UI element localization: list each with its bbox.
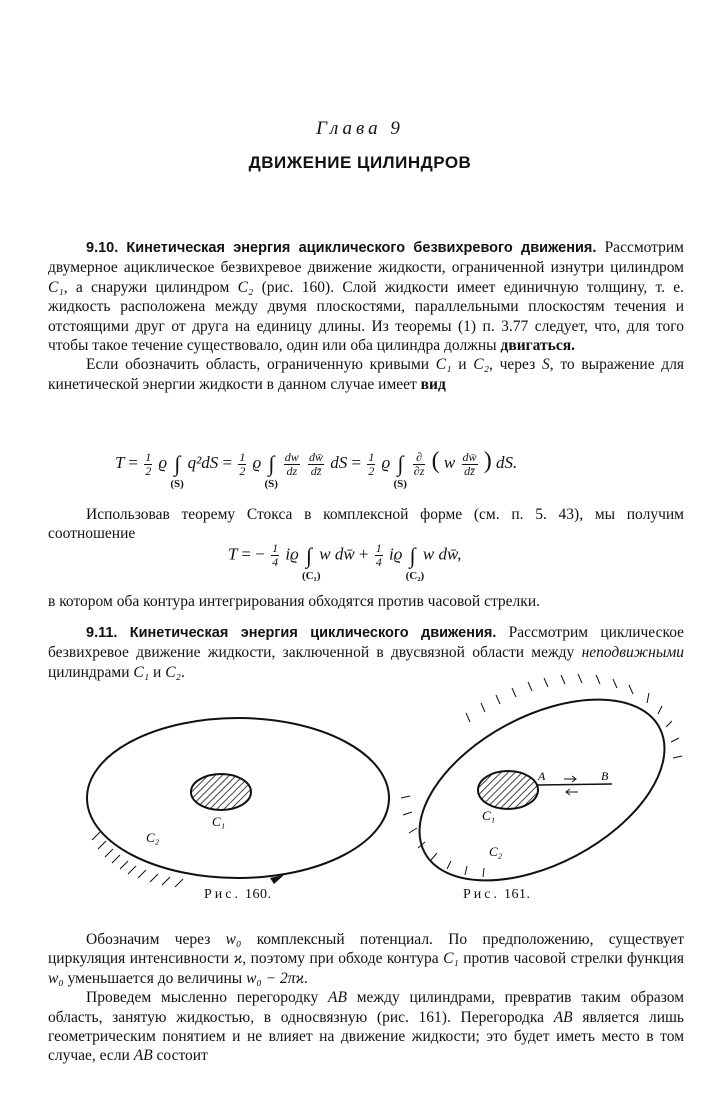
symbol-c2: C₂ [237,278,254,296]
formula-symbol: = [351,453,362,472]
text-run: между цилиндрами, превратив таким образом область, занятую жидкостью, в односвязную (рис. 161). Перегородка [48,989,685,1026]
text-run: цилиндрами [48,663,130,681]
symbol-w0: w₀ [225,931,242,948]
formula-symbol: q²dS [187,453,219,472]
integral-domain: (S) [170,478,184,491]
denominator: 2 [239,463,246,478]
numerator: 1 [368,449,375,464]
formula-symbol: iϱ [389,544,403,564]
paragraph: 9.11. Кинетическая энергия циклического движения. Рассмотрим циклическое безвихревое движение жидкости, заключенной в двусвязной области между неподвижными цилиндрами C₁ и C₂. [48,624,685,681]
formula-symbol: w [443,453,456,472]
formula-symbol: T [228,544,238,564]
numerator: dw [284,449,299,464]
symbol-w0-2pk: w₀ − 2πϰ. [246,969,309,987]
text-run: , то выражение для кинетической энергии жидкости в данном случае имеет [48,356,685,393]
label-c1: C₁ [212,814,226,829]
section-heading: Кинетическая энергия ациклического безвихревого движения. [126,240,597,256]
text-run: и [458,356,467,374]
text-run: Рассмотрим двумерное ациклическое безвихревое движение жидкости, ограниченной изнутри цилиндром [48,239,684,277]
numerator: ∂ [413,451,426,465]
formula-symbol: w dw̄ [319,544,355,564]
numerator: 1 [375,541,382,555]
text-run: , через [489,356,536,374]
integral-sign: ∫ (S) [393,451,407,491]
denominator: dz [286,463,298,478]
label-c2: C₂ [146,830,160,845]
denominator: 2 [368,463,375,478]
numerator: 1 [145,449,152,464]
paragraph [48,930,684,988]
integral-domain: (S) [264,478,278,491]
symbol-c2: C₂ [473,356,490,374]
text-run: двигаться. [500,337,575,355]
text-run: , а снаружи цилиндром [63,278,230,296]
formula-symbol: = [128,453,138,472]
formula-symbol: ϱ [158,453,168,472]
formula-symbol: = [222,453,233,472]
paren-close: ) [483,448,492,474]
numerator: 1 [272,541,279,555]
formula-symbol: ϱ [381,453,391,472]
text-run: вид [420,375,446,393]
chapter-title: ДВИЖЕНИЕ ЦИЛИНДРОВ [248,153,472,172]
denominator: 4 [272,555,279,569]
integral-sign: ∫ (C₁) [301,542,321,582]
formula-symbol: dS. [496,453,518,472]
symbol-ab: AB [553,1008,573,1026]
integral-domain: (C₁) [301,569,321,582]
numerator: dw̄ [462,449,477,464]
caption-label: Рис. [463,887,500,902]
label-a: A [538,769,546,783]
numerator: dw̄ [309,449,324,464]
formula-symbol: + [358,544,369,564]
caption-number: 161. [504,887,531,902]
caption-fig-160 [204,887,272,903]
integral-sign: ∫ (C₂) [405,542,425,582]
text-run: Проведем мысленно перегородку [86,989,319,1007]
section-9-11-continued [48,930,684,1066]
symbol-c1: C₁ [133,663,150,681]
outer-cylinder-c2 [390,662,694,918]
denominator: dz̄ [464,463,475,478]
symbol-c1: C₁ [48,278,64,296]
text-run: и [153,663,162,681]
chapter-heading: Глава 9 [316,118,404,139]
section-number: 9.11. [86,625,118,641]
symbol-ab: AB [133,1047,153,1065]
section-heading: Кинетическая энергия циклического движения. [129,625,497,641]
caption-number: 160. [245,887,272,902]
integral-domain: (S) [393,478,407,491]
text-run: (рис. 160). Слой жидкости имеет единичную толщину, т. е. жидкость расположена между двумя плоскостями, параллельными плоскостям течения и отстоящими друг от друга на единицу длины. Из теоремы (1) п. 3.77 следует, что, для того чтобы такое течение существовало, один или оба цилиндра должны [48,278,685,355]
symbol-kappa: ϰ [233,950,243,968]
paragraph: в котором оба контура интегрирования обходятся против часовой стрелки. [48,593,540,610]
formula-symbol: w dw̄, [422,544,462,564]
formula-symbol: iϱ [285,544,299,564]
label-b: B [601,769,609,783]
text-run: Рассмотрим циклическое безвихревое движение жидкости, заключенной в двусвязной области между [48,624,685,662]
formula-symbol: ϱ [252,453,262,472]
denominator: dz̄ [310,463,322,478]
label-c2: C₂ [489,844,503,859]
text-run: Если обозначить область, ограниченную кривыми [86,356,430,374]
text-run: состоит [156,1047,208,1065]
integral-domain: (C₂) [405,569,425,582]
paragraph [48,988,684,1066]
inner-cylinder-c1 [478,771,538,809]
denominator: 4 [375,555,382,569]
text-run: Обозначим через [86,931,211,948]
symbol-s: S [541,356,550,374]
paren-open: ( [431,448,440,474]
formula-symbol: dS [330,453,348,472]
symbol-c2: C₂ [165,663,181,681]
text-run: , поэтому при обходе контура [242,950,439,968]
integral-sign: ∫ (S) [264,451,278,491]
paragraph: Использовав теорему Стокса в комплексной форме (см. п. 5. 43), мы получим соотношение [48,506,684,543]
text-run: является лишь геометрическим понятием и не влияет на движение жидкости; это будет иметь место в том случае, если [48,1008,684,1065]
denominator: ∂z [413,463,425,478]
symbol-ab: AB [328,989,347,1007]
formula-symbol: = − [241,544,265,564]
text-run: уменьшается до величины [67,969,243,987]
caption-fig-161 [463,887,531,903]
symbol-c1: C₁ [443,950,459,968]
numerator: 1 [239,449,246,464]
text-run: комплексный потенциал. По предположению, существует циркуляция интенсивности [48,931,685,968]
symbol-c1: C₁ [435,356,452,374]
symbol-w0: w₀ [48,969,64,987]
caption-label: Рис. [204,887,241,902]
label-c1: C₁ [482,808,496,823]
denominator: 2 [145,463,152,478]
text-run: против часовой стрелки функция [463,950,685,968]
section-number: 9.10. [86,240,119,256]
formula-symbol: T [115,453,125,472]
text-run-italic: неподвижными [581,644,684,662]
integral-sign: ∫ (S) [170,451,184,491]
